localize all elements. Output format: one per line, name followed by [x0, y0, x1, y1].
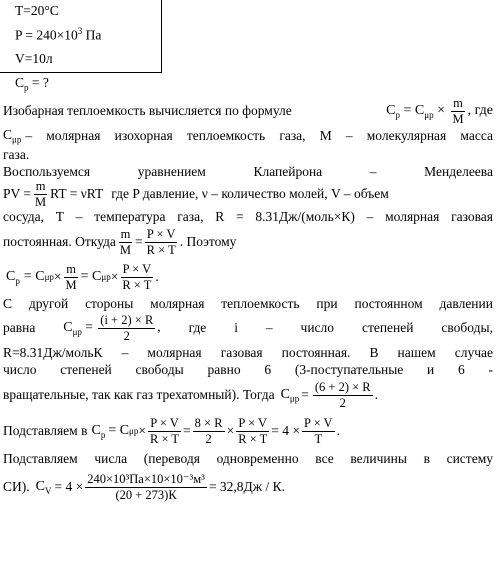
line-9: С другой стороны молярная теплоемкость при постоянном давлении [3, 296, 493, 311]
fraction-m-over-M-2: $\frac{m}{M}$ [35, 179, 47, 209]
line-4: Воспользуемся уравнением Клапейрона – Менделеева [3, 164, 493, 179]
solution-text [3, 96, 493, 507]
line-3: газа. [3, 147, 30, 162]
line-8: $C_p$ = C μр × $\frac{m}{M}$ = C μр × $\frac{P \times V}{R \times T}$ . [6, 262, 159, 292]
line-10: равна $C_{\mu р}$ = $\frac{(i + 2) \times R}{2}$ , где i – число степеней свободы, [3, 313, 493, 343]
formula-cp: $C_p = C_{\mu р}$ × $\frac{m}{M}$ , где [386, 96, 493, 126]
line-15: Подставляем числа (переводя одновременно все величины в систему [3, 451, 493, 466]
line-5: PV = $\frac{m}{M}$ RT = νRT где P давление, ν – количество молей, V – объем [3, 179, 389, 209]
line-13: вращательные, так как газ трехатомный). Тогда $C_{\mu р}$ = $\frac{(6 + 2) \times R}{2}$ . [3, 380, 378, 410]
line-1: Изобарная теплоемкость вычисляется по формуле $C_p = C_{\mu р}$ × $\frac{m}{M}$ , где [3, 96, 493, 126]
given-pressure: $P = 240\times 10^3$ Па [15, 26, 102, 43]
given-divider-vertical [161, 0, 162, 73]
unknown-cp: $C_p$ = ? [15, 75, 49, 93]
given-temperature: T=20°C [15, 3, 59, 18]
line-6: сосуда, Т – температура газа, R = 8.31Дж/(моль×К) – молярная газовая [3, 209, 493, 224]
line-16: СИ). $C_V$ = 4 × $\frac{\text{240×10³Па×10×10⁻³м³}}{(20 + 273)К}$ = 32,8Дж / К . [3, 472, 285, 502]
given-volume: V=10л [15, 51, 53, 66]
fraction-numeric: $\frac{\text{240×10³Па×10×10⁻³м³}}{(20 + 273)К}$ [87, 472, 205, 502]
line-12: число степеней свободы равно 6 (3-поступательные и 6 - [3, 362, 493, 377]
given-block [0, 0, 162, 93]
fraction-m-over-M: $\frac{m}{M}$ [452, 96, 464, 126]
line-11: R=8.31Дж/мольК – молярная газовая постоянная. В нашем случае [3, 345, 493, 360]
line-2: $C_{\mu р}$ – молярная изохорная теплоемкость газа, М – молекулярная масса [3, 127, 493, 145]
given-divider-horizontal [0, 72, 162, 73]
line-14: Подставляем в $C_p$ = C μр × $\frac{P \times V}{R \times T}$ = $\frac{8 \times R}{2}$ × $\frac{P \times V}{R \times T}$ = 4 × $\frac{P \times V}{T}$ . [3, 416, 340, 446]
line-7: постоянная. Откуда $\frac{m}{M}$ = $\frac{P \times V}{R \times T}$ . Поэтому [3, 227, 237, 257]
